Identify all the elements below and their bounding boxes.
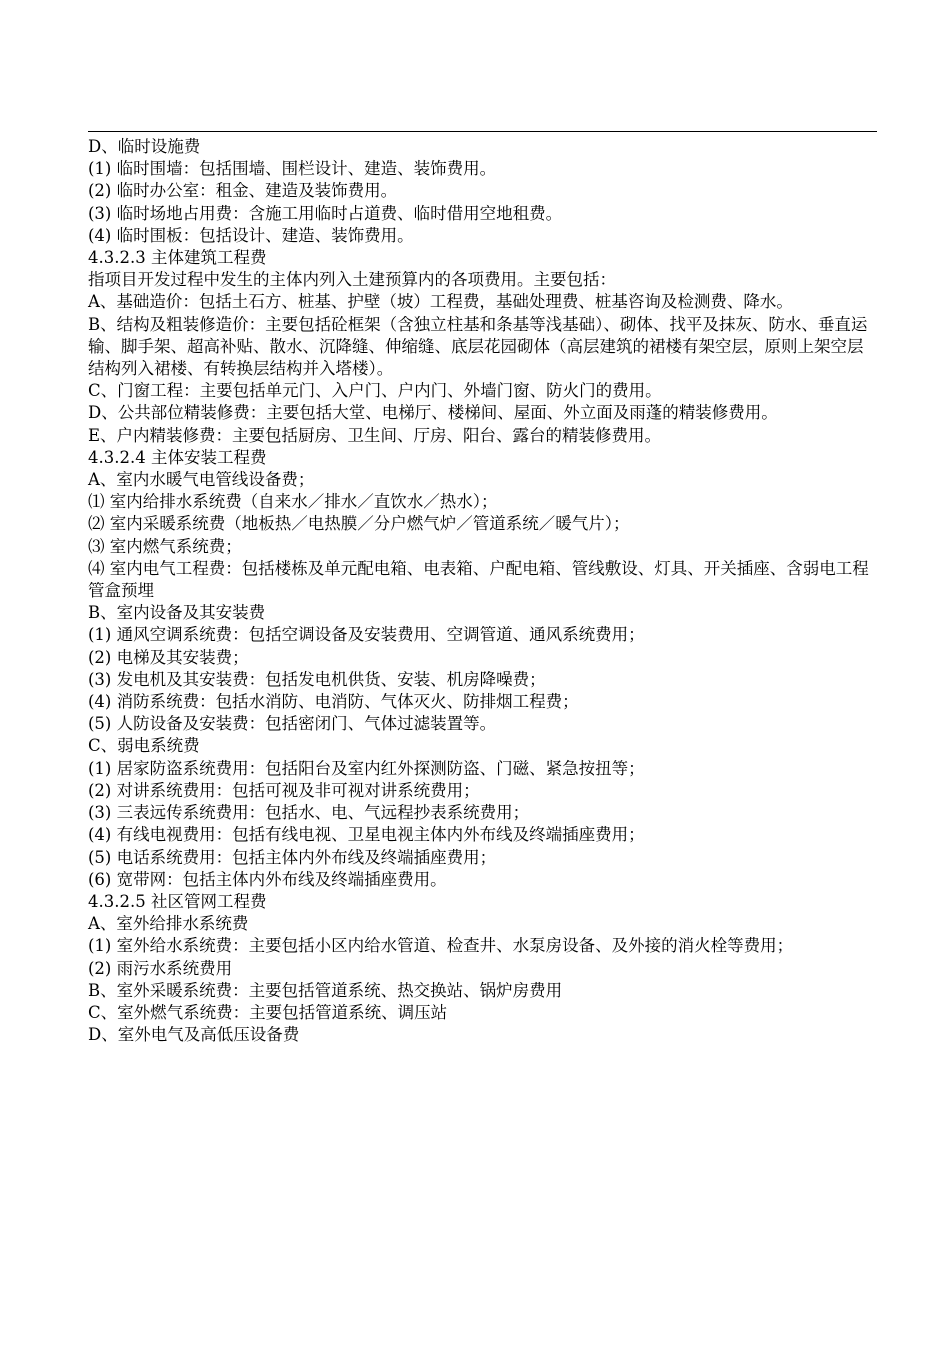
- text-line: (2) 电梯及其安装费；: [88, 647, 249, 667]
- text-line: E、户内精装修费：主要包括厨房、卫生间、厅房、阳台、露台的精装修费用。: [88, 425, 662, 445]
- text-line: (5) 人防设备及安装费：包括密闭门、气体过滤装置等。: [88, 714, 497, 734]
- text-line: (4) 临时围板：包括设计、建造、装饰费用。: [88, 225, 414, 245]
- text-line: (3) 三表远传系统费用：包括水、电、气远程抄表系统费用；: [88, 803, 530, 823]
- text-line: (3) 发电机及其安装费：包括发电机供货、安装、机房降噪费；: [88, 669, 546, 689]
- text-line: 指项目开发过程中发生的主体内列入土建预算内的各项费用。主要包括：: [88, 270, 616, 290]
- text-line: (4) 消防系统费：包括水消防、电消防、气体灭火、防排烟工程费；: [88, 692, 579, 712]
- text-line: C、门窗工程：主要包括单元门、入户门、户内门、外墙门窗、防火门的费用。: [88, 381, 662, 401]
- text-line: (6) 宽带网：包括主体内外布线及终端插座费用。: [88, 869, 447, 889]
- text-line: D、临时设施费: [88, 137, 201, 156]
- text-line: (4) 有线电视费用：包括有线电视、卫星电视主体内外布线及终端插座费用；: [88, 825, 645, 845]
- text-line: ⑷ 室内电气工程费：包括楼栋及单元配电箱、电表箱、户配电箱、管线敷设、灯具、开关插座、含弱电工程管盒预埋: [88, 558, 869, 601]
- text-line: (2) 临时办公室：租金、建造及装饰费用。: [88, 181, 398, 201]
- text-line: (2) 雨污水系统费用: [88, 958, 233, 978]
- text-line: (3) 临时场地占用费：含施工用临时占道费、临时借用空地租费。: [88, 203, 563, 223]
- text-line: B、室外采暖系统费：主要包括管道系统、热交换站、锅炉房费用: [88, 980, 563, 1000]
- text-line: D、室外电气及高低压设备费: [88, 1025, 300, 1045]
- text-line: (2) 对讲系统费用：包括可视及非可视对讲系统费用；: [88, 780, 480, 800]
- text-line: A、室外给排水系统费: [88, 914, 249, 934]
- text-line: A、基础造价：包括土石方、桩基、护壁（坡）工程费，基础处理费、桩基咨询及检测费、降水。: [88, 292, 793, 312]
- text-line: B、结构及粗装修造价：主要包括砼框架（含独立柱基和条基等浅基础）、砌体、找平及抹灰、防水、垂直运输、脚手架、超高补贴、散水、沉降缝、伸缩缝、底层花园砌体（高层建筑的裙楼有架空层，原则上架空层结构列入裙楼、有转换层结构并入塔楼）。: [88, 314, 868, 379]
- section-heading: 4.3.2.4 主体安装工程费: [88, 447, 267, 467]
- text-line: (1) 居家防盗系统费用：包括阳台及室内红外探测防盗、门磁、紧急按扭等；: [88, 758, 645, 778]
- text-line: (1) 临时围墙：包括围墙、围栏设计、建造、装饰费用。: [88, 159, 497, 179]
- text-line: ⑴ 室内给排水系统费（自来水／排水／直饮水／热水）；: [88, 492, 498, 512]
- text-line: ⑶ 室内燃气系统费；: [88, 536, 242, 556]
- section-heading: 4.3.2.5 社区管网工程费: [88, 891, 267, 911]
- text-line: D、公共部位精装修费：主要包括大堂、电梯厅、楼梯间、屋面、外立面及雨蓬的精装修费用。: [88, 403, 778, 423]
- text-line: (1) 通风空调系统费：包括空调设备及安装费用、空调管道、通风系统费用；: [88, 625, 645, 645]
- header-rule: [88, 131, 877, 132]
- text-line: (5) 电话系统费用：包括主体内外布线及终端插座费用；: [88, 847, 497, 867]
- text-line: A、室内水暖气电管线设备费；: [88, 470, 315, 490]
- text-line: (1) 室外给水系统费：主要包括小区内给水管道、检查井、水泵房设备、及外接的消火栓等费用；: [88, 936, 794, 956]
- text-line: C、室外燃气系统费：主要包括管道系统、调压站: [88, 1002, 448, 1022]
- document-body: [88, 136, 873, 1046]
- text-line: B、室内设备及其安装费: [88, 603, 266, 623]
- text-line: C、弱电系统费: [88, 736, 200, 756]
- section-heading: 4.3.2.3 主体建筑工程费: [88, 248, 267, 268]
- text-line: ⑵ 室内采暖系统费（地板热／电热膜／分户燃气炉／管道系统／暖气片）；: [88, 514, 630, 534]
